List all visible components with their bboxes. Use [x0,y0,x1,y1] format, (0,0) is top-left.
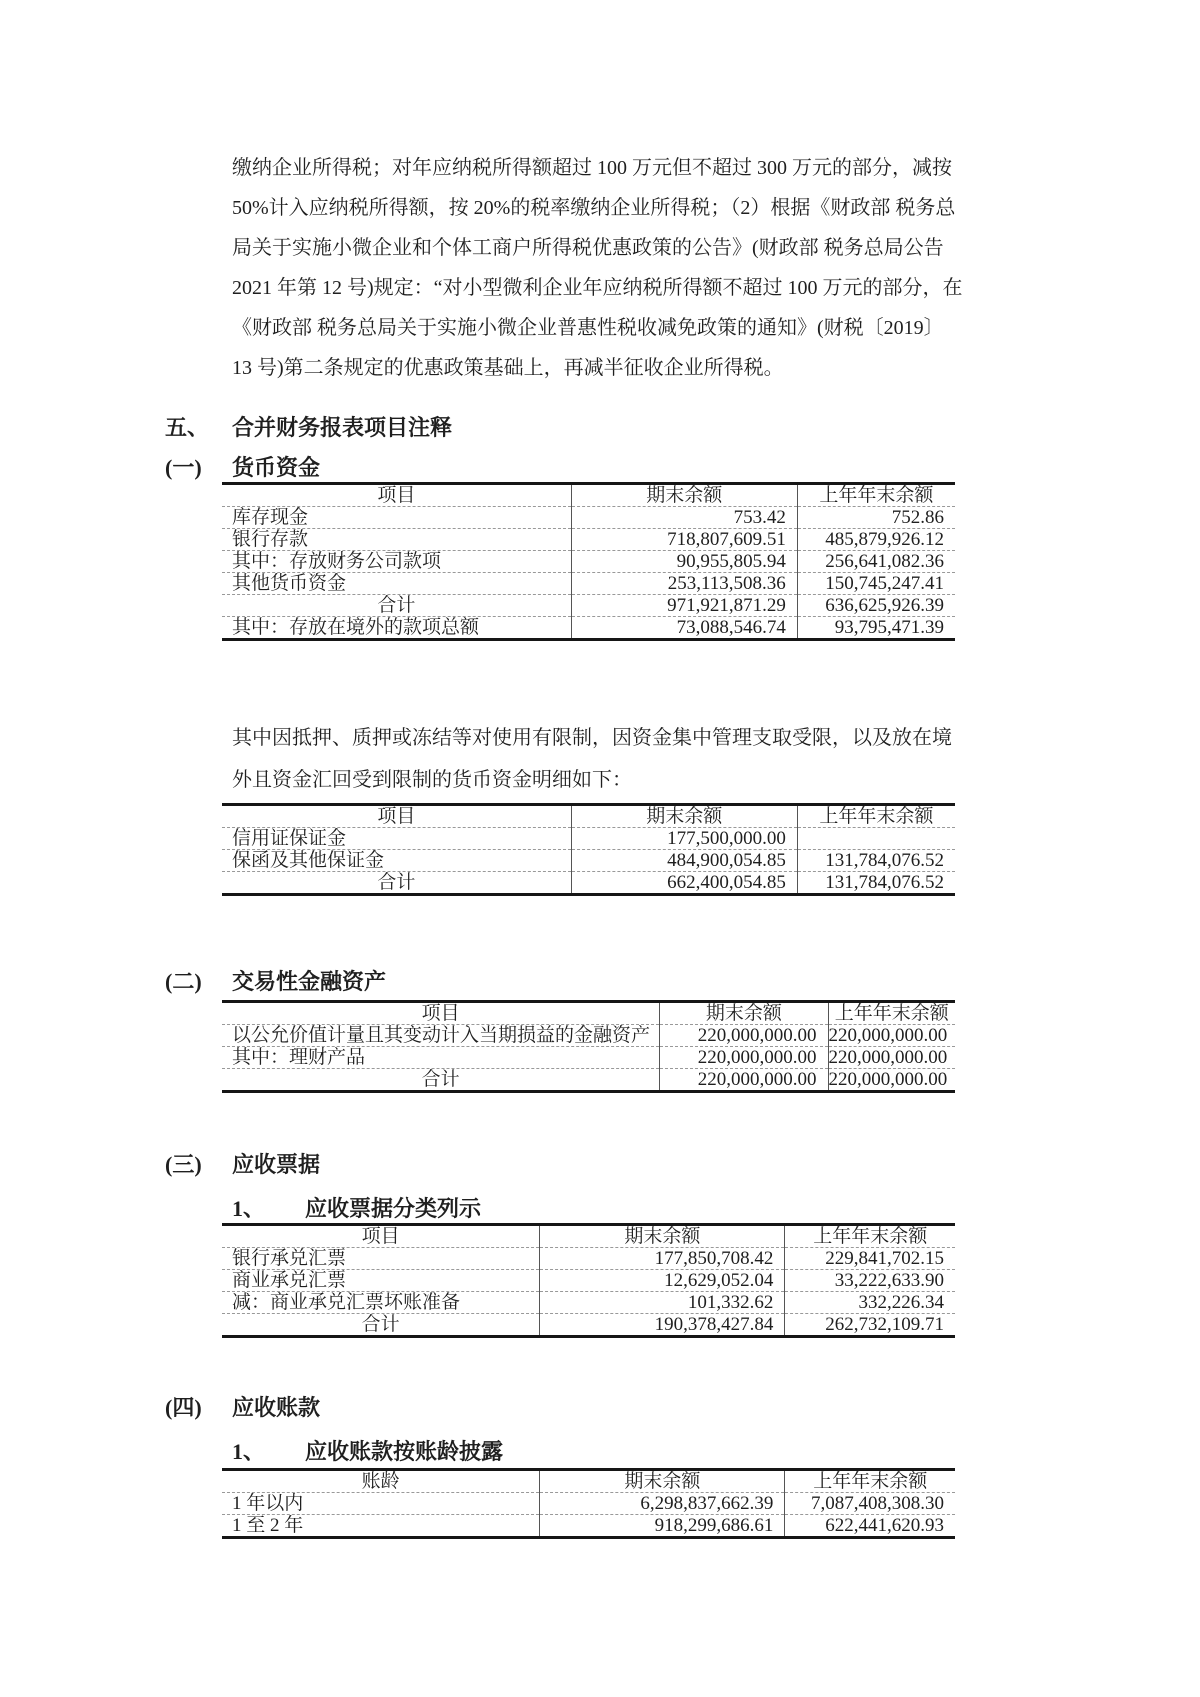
column-header: 上年年末余额 [797,484,955,507]
table-cell: 229,841,702.15 [785,1248,955,1270]
paragraph-line: 13 号)第二条规定的优惠政策基础上，再减半征收企业所得税。 [232,357,784,379]
section-number: (二) [165,969,202,994]
column-header: 期末余额 [571,484,797,507]
section-title: 应收票据 [232,1152,321,1177]
table-cell: 合计 [222,1069,660,1092]
table-cell: 7,087,408,308.30 [785,1493,955,1515]
subsection-heading-notes-receivable-classification [232,1195,1200,1223]
table-cell: 商业承兑汇票 [222,1270,540,1292]
table-cell: 752.86 [797,507,955,529]
section-title: 合并财务报表项目注释 [232,415,453,440]
table-cell: 其他货币资金 [222,573,571,595]
financial-table [222,1000,955,1093]
table-cell: 90,955,805.94 [571,551,797,573]
table-cell: 718,807,609.51 [571,529,797,551]
subsection-heading-trading-financial-assets [165,968,1200,996]
table-row [222,872,955,895]
table-row [222,529,955,551]
column-header: 项目 [222,484,571,507]
table-cell: 220,000,000.00 [828,1025,955,1047]
table-cell: 其中：理财产品 [222,1047,660,1069]
table-cell: 622,441,620.93 [785,1515,955,1538]
table-cell: 971,921,871.29 [571,595,797,617]
table-cell: 253,113,508.36 [571,573,797,595]
table-cell: 131,784,076.52 [797,872,955,895]
table-cell: 177,500,000.00 [571,828,797,850]
section-title: 交易性金融资产 [232,969,387,994]
section-number: (四) [165,1395,202,1420]
financial-table [222,482,955,641]
table-cell: 合计 [222,595,571,617]
paragraph-line: 缴纳企业所得税；对年应纳税所得额超过 100 万元但不超过 300 万元的部分，减按 [232,157,952,179]
table-row [222,828,955,850]
table-header-row [222,1470,955,1493]
table-cell: 332,226.34 [785,1292,955,1314]
paragraph-line: 外且资金汇回受到限制的货币资金明细如下： [232,769,632,791]
table-cell: 150,745,247.41 [797,573,955,595]
section-title: 应收账款 [232,1395,321,1420]
table-cell: 662,400,054.85 [571,872,797,895]
column-header: 期末余额 [571,805,797,828]
table-cell: 101,332.62 [540,1292,785,1314]
table-cell: 220,000,000.00 [660,1069,828,1092]
table-cell [797,828,955,850]
table-cell: 6,298,837,662.39 [540,1493,785,1515]
column-header: 项目 [222,1225,540,1248]
column-header: 上年年末余额 [828,1002,955,1025]
financial-table [222,1468,955,1539]
table-cell: 合计 [222,872,571,895]
table-cell: 484,900,054.85 [571,850,797,872]
subsection-heading-accounts-receivable [165,1394,1200,1422]
table-cell: 73,088,546.74 [571,617,797,640]
table-cell: 合计 [222,1314,540,1337]
table-header-row [222,1225,955,1248]
section-title: 应收账款按账龄披露 [305,1439,504,1464]
column-header: 上年年末余额 [797,805,955,828]
table-row [222,1025,955,1047]
table-row [222,617,955,640]
notes-receivable-table [222,1223,955,1338]
table-row [222,507,955,529]
paragraph-line: 50%计入应纳税所得额，按 20%的税率缴纳企业所得税；（2）根据《财政部 税务总 [232,197,956,219]
table-cell: 信用证保证金 [222,828,571,850]
table-cell: 33,222,633.90 [785,1270,955,1292]
paragraph-line: 其中因抵押、质押或冻结等对使用有限制，因资金集中管理支取受限，以及放在境 [232,727,952,749]
table-row [222,1248,955,1270]
table-row [222,1270,955,1292]
column-header: 项目 [222,805,571,828]
table-cell: 93,795,471.39 [797,617,955,640]
section-heading-notes-to-consolidated-statements [165,414,1200,442]
table-cell: 12,629,052.04 [540,1270,785,1292]
column-header: 账龄 [222,1470,540,1493]
table-cell: 131,784,076.52 [797,850,955,872]
table-cell: 1 年以内 [222,1493,540,1515]
table-cell: 918,299,686.61 [540,1515,785,1538]
section-number: 五、 [165,415,210,440]
monetary-funds-table [222,482,955,641]
table-row [222,1515,955,1538]
subsection-heading-notes-receivable [165,1151,1200,1179]
financial-table [222,1223,955,1338]
table-row [222,573,955,595]
restricted-funds-note [232,717,955,801]
table-cell: 1 至 2 年 [222,1515,540,1538]
subsection-heading-accounts-receivable-aging [232,1438,1200,1466]
table-cell: 485,879,926.12 [797,529,955,551]
table-cell: 其中：存放财务公司款项 [222,551,571,573]
table-row [222,595,955,617]
column-header: 期末余额 [540,1225,785,1248]
column-header: 项目 [222,1002,660,1025]
trading-financial-assets-table [222,1000,955,1093]
table-cell: 177,850,708.42 [540,1248,785,1270]
accounts-receivable-aging-table [222,1468,955,1539]
table-row [222,1314,955,1337]
table-header-row [222,484,955,507]
section-number: (三) [165,1152,202,1177]
table-cell: 256,641,082.36 [797,551,955,573]
table-cell: 以公允价值计量且其变动计入当期损益的金融资产 [222,1025,660,1047]
table-cell: 636,625,926.39 [797,595,955,617]
table-cell: 其中：存放在境外的款项总额 [222,617,571,640]
paragraph-line: 《财政部 税务总局关于实施小微企业普惠性税收减免政策的通知》(财税〔2019〕 [232,317,944,339]
intro-paragraph [232,0,963,388]
table-cell: 银行存款 [222,529,571,551]
table-cell: 220,000,000.00 [828,1047,955,1069]
table-cell: 220,000,000.00 [660,1025,828,1047]
column-header: 上年年末余额 [785,1225,955,1248]
table-cell: 银行承兑汇票 [222,1248,540,1270]
section-title: 应收票据分类列示 [305,1196,482,1221]
table-header-row [222,1002,955,1025]
table-row [222,551,955,573]
table-row [222,1493,955,1515]
column-header: 期末余额 [540,1470,785,1493]
section-title: 货币资金 [232,455,321,480]
section-number: (一) [165,455,202,480]
section-number: 1、 [232,1439,266,1464]
table-cell: 保函及其他保证金 [222,850,571,872]
subsection-heading-monetary-funds [165,454,1200,482]
financial-table [222,803,955,896]
table-row [222,1047,955,1069]
table-cell: 262,732,109.71 [785,1314,955,1337]
table-header-row [222,805,955,828]
table-row [222,1292,955,1314]
table-cell: 753.42 [571,507,797,529]
table-cell: 220,000,000.00 [660,1047,828,1069]
paragraph-line: 局关于实施小微企业和个体工商户所得税优惠政策的公告》(财政部 税务总局公告 [232,237,944,259]
section-number: 1、 [232,1196,266,1221]
table-cell: 减：商业承兑汇票坏账准备 [222,1292,540,1314]
table-cell: 库存现金 [222,507,571,529]
table-row [222,1069,955,1092]
column-header: 上年年末余额 [785,1470,955,1493]
table-row [222,850,955,872]
column-header: 期末余额 [660,1002,828,1025]
paragraph-line: 2021 年第 12 号)规定：“对小型微利企业年应纳税所得额不超过 100 万元的部分，在 [232,277,963,299]
restricted-funds-table [222,803,955,896]
table-cell: 190,378,427.84 [540,1314,785,1337]
table-cell: 220,000,000.00 [828,1069,955,1092]
